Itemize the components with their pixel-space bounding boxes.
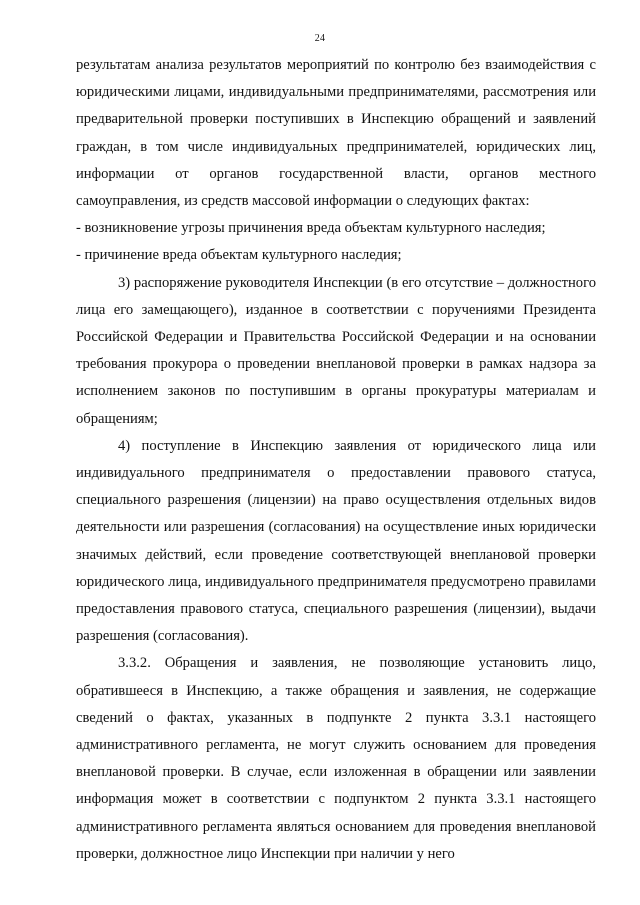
paragraph-continuation: результатам анализа результатов мероприятий по контролю без взаимодействия с юридическими лицами, индивидуальными предпринимателями, рассмотрения или предварительной проверки поступивших в Инспекцию обращений и заявлений граждан, в том числе индивидуальных предпринимателей, юридических лиц, информации от органов государственной власти, органов местного самоуправления, из средств массовой информации о следующих фактах: [76, 57, 596, 210]
paragraph-item-4: 4) поступление в Инспекцию заявления от юридического лица или индивидуального предпринимателя о предоставлении правового статуса, специального разрешения (лицензии) на право осуществления отдельных видов деятельности или разрешения (согласования) на осуществление иных юридически значимых действий, если проведение соответствующей внеплановой проверки юридического лица, индивидуального предпринимателя предусмотрено правилами предоставления правового статуса, специального разрешения (лицензии), выдачи разрешения (согласования). [76, 437, 596, 645]
document-body [76, 52, 596, 868]
page-number: 24 [314, 33, 326, 44]
paragraph-list-item-harm: - причинение вреда объектам культурного наследия; [76, 247, 402, 264]
paragraph-3-3-2: 3.3.2. Обращения и заявления, не позволяющие установить лицо, обратившееся в Инспекцию, а также обращения и заявления, не содержащие сведений о фактах, указанных в подпункте 2 пункта 3.3.1 настоящего административного регламента, не могут служить основанием для проведения внеплановой проверки. В случае, если изложенная в обращении или заявлении информация может в соответствии с подпунктом 2 пункта 3.3.1 настоящего административного регламента являться основанием для проведения внеплановой проверки, должностное лицо Инспекции при наличии у него [76, 655, 596, 862]
paragraph-item-3: 3) распоряжение руководителя Инспекции (в его отсутствие – должностного лица его замещающего), изданное в соответствии с поручениями Президента Российской Федерации и Правительства Российской Федерации и на основании требования прокурора о проведении внеплановой проверки в рамках надзора за исполнением законов по поступившим в органы прокуратуры материалам и обращениям; [76, 274, 596, 427]
paragraph-list-item-threat: - возникновение угрозы причинения вреда объектам культурного наследия; [76, 220, 546, 237]
